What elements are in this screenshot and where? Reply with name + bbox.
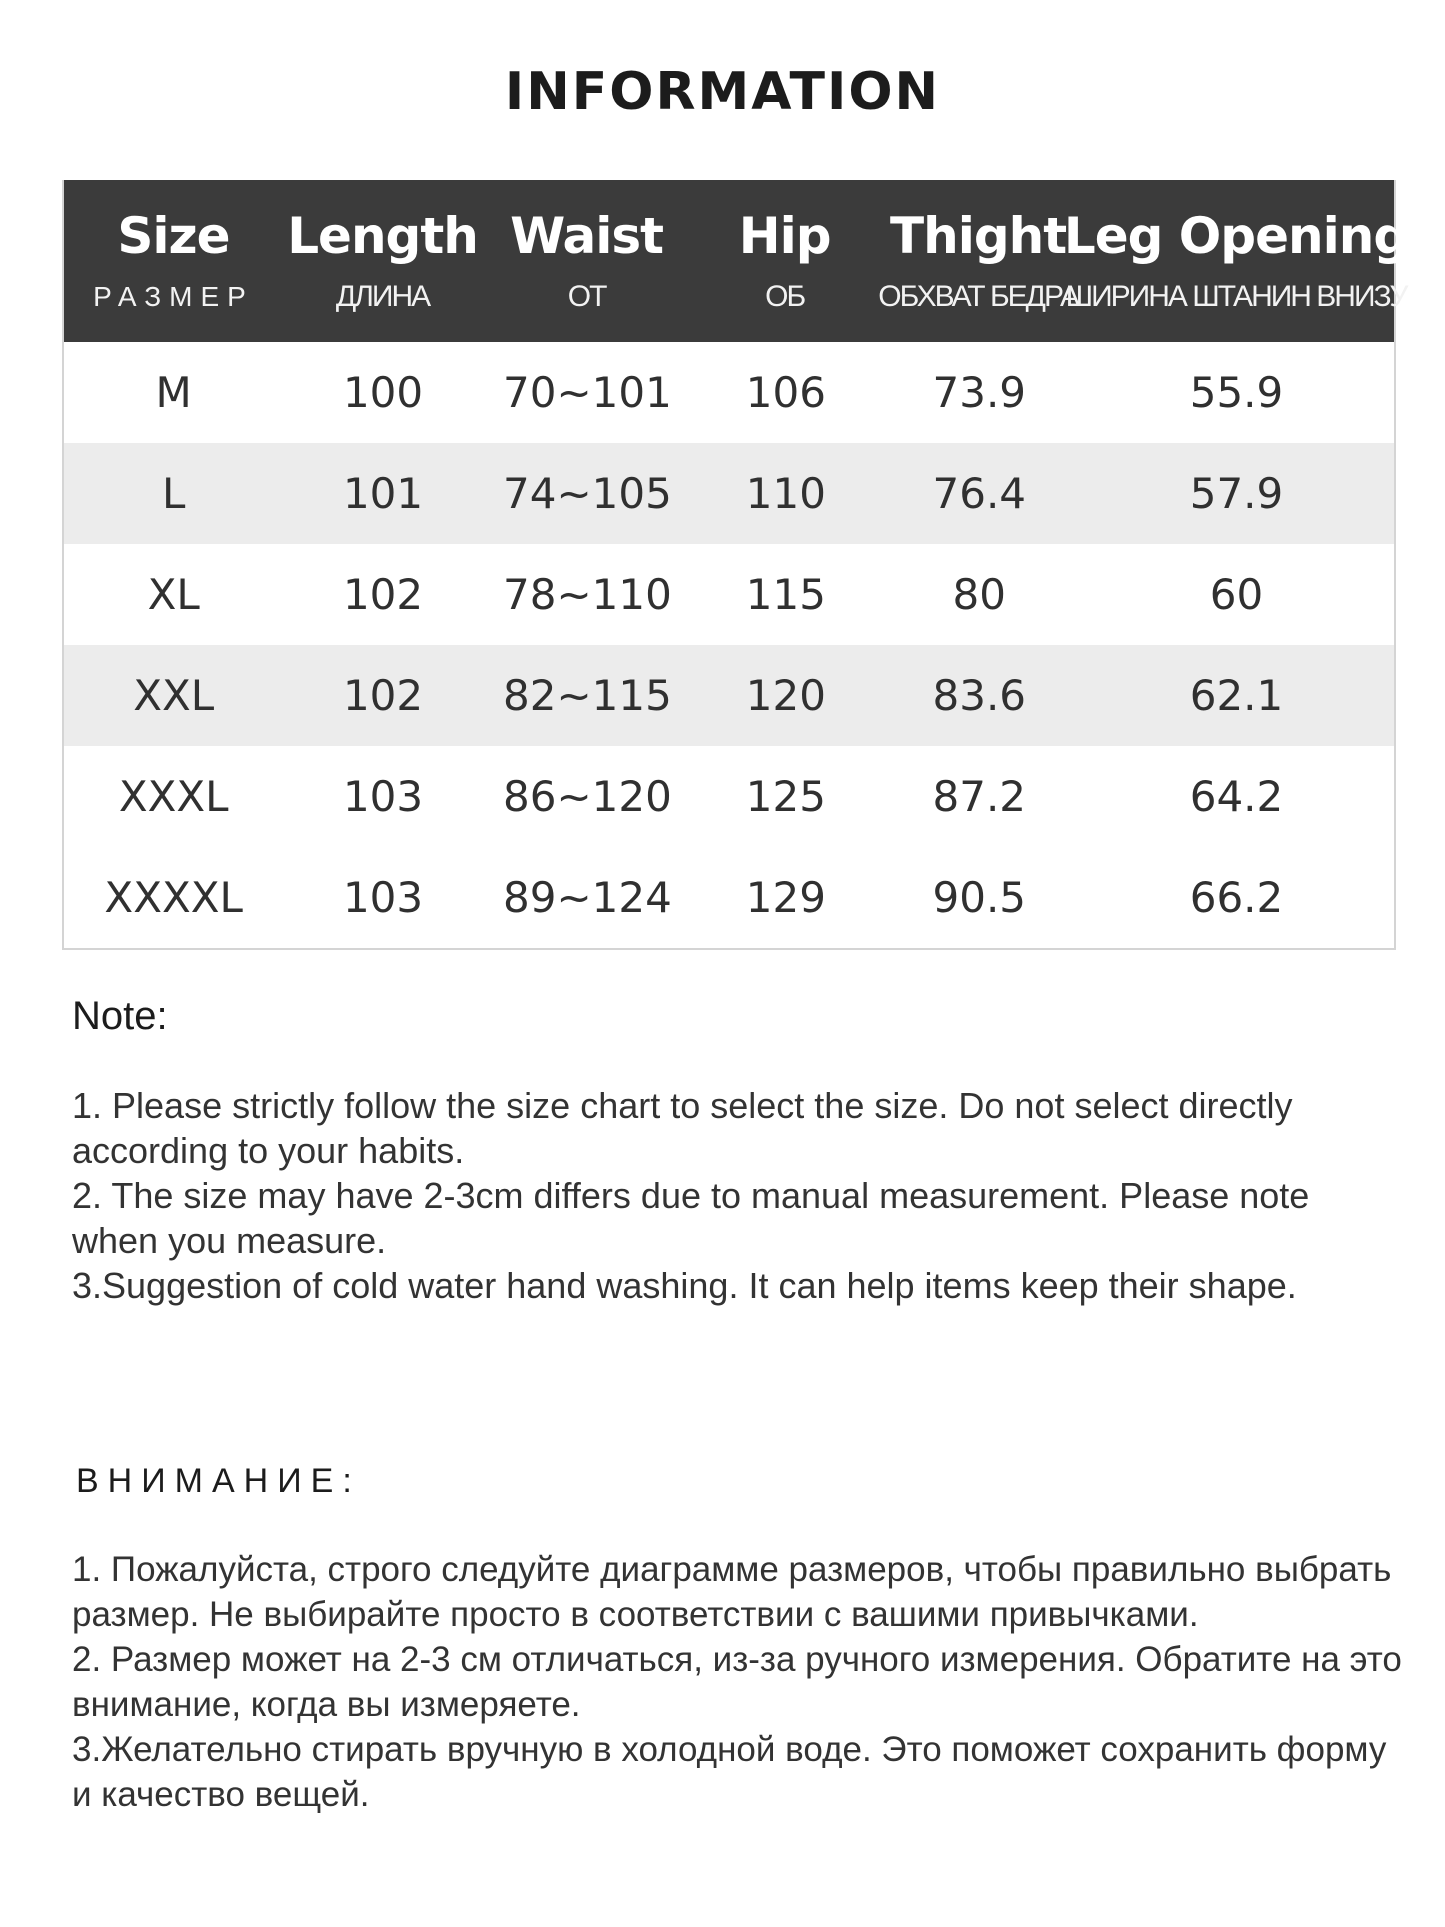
size-chart-table bbox=[62, 180, 1409, 950]
note-item: 1. Please strictly follow the size chart to select the size. Do not select directly according to your habits. bbox=[72, 1085, 1293, 1171]
column-header-label: Size bbox=[117, 207, 230, 265]
column-header-label: Hip bbox=[738, 207, 831, 265]
table-cell: XXXXL bbox=[104, 873, 243, 922]
column-header-size bbox=[64, 180, 283, 342]
column-header-thight bbox=[878, 180, 1078, 342]
table-row bbox=[64, 847, 1394, 948]
page-title: INFORMATION bbox=[504, 62, 941, 122]
note-ru-item: 1. Пожалуйста, строго следуйте диаграмме размеров, чтобы правильно выбрать размер. Не выбирайте просто в соответствии с вашими привычками. bbox=[72, 1550, 1392, 1634]
table-row bbox=[64, 645, 1394, 746]
note-ru-item: 2. Размер может на 2-3 см отличаться, из-за ручного измерения. Обратите на это внимание, когда вы измеряете. bbox=[72, 1640, 1402, 1724]
table-cell: 90.5 bbox=[932, 873, 1027, 922]
table-cell: 82~115 bbox=[503, 671, 672, 720]
column-header-waist bbox=[482, 180, 691, 342]
column-header-sublabel: ОБ bbox=[765, 280, 805, 313]
table-cell: 76.4 bbox=[932, 469, 1027, 518]
table-cell: M bbox=[155, 368, 192, 417]
table-cell: 106 bbox=[745, 368, 826, 417]
column-header-hip bbox=[691, 180, 878, 342]
table-cell: 83.6 bbox=[932, 671, 1027, 720]
column-header-label: Length bbox=[287, 207, 478, 265]
table-cell: 125 bbox=[745, 772, 826, 821]
table-cell: 102 bbox=[342, 671, 424, 720]
column-header-sublabel: ОТ bbox=[567, 280, 606, 313]
table-cell: 62.1 bbox=[1189, 671, 1284, 720]
table-cell: 80 bbox=[952, 570, 1006, 619]
table-cell: 102 bbox=[342, 570, 424, 619]
table-row bbox=[64, 443, 1394, 544]
table-cell: XL bbox=[147, 570, 200, 619]
table-cell: 87.2 bbox=[932, 772, 1027, 821]
table-cell: 64.2 bbox=[1189, 772, 1284, 821]
table-cell: 100 bbox=[342, 368, 424, 417]
column-header-label: Waist bbox=[510, 207, 664, 265]
note-ru-item: 3.Желательно стирать вручную в холодной воде. Это поможет сохранить форму и качество вещей. bbox=[72, 1730, 1387, 1814]
table-cell: 101 bbox=[342, 469, 424, 518]
table-cell: L bbox=[161, 469, 186, 518]
column-header-label: Leg Opening bbox=[1063, 207, 1409, 265]
note-item: 2. The size may have 2-3cm differs due to manual measurement. Please note when you measure. bbox=[72, 1175, 1310, 1261]
table-row bbox=[64, 544, 1394, 645]
table-cell: 74~105 bbox=[503, 469, 672, 518]
table-cell: 120 bbox=[745, 671, 826, 720]
note-heading: Note: bbox=[72, 994, 168, 1038]
table-cell: 103 bbox=[342, 873, 424, 922]
table-cell: 115 bbox=[745, 570, 826, 619]
table-cell: 78~110 bbox=[503, 570, 672, 619]
column-header-leg-opening bbox=[1063, 180, 1409, 342]
table-cell: 70~101 bbox=[503, 368, 672, 417]
table-cell: 129 bbox=[745, 873, 826, 922]
note-list bbox=[72, 1083, 1392, 1308]
column-header-sublabel: РАЗМЕР bbox=[93, 281, 254, 312]
table-cell: 60 bbox=[1209, 570, 1264, 619]
table-cell: 55.9 bbox=[1189, 368, 1284, 417]
column-header-sublabel: ДЛИНА bbox=[335, 280, 430, 313]
table-cell: 57.9 bbox=[1189, 469, 1284, 518]
note-ru-list bbox=[72, 1547, 1412, 1817]
column-header-sublabel: ОБХВАТ БЕДРА bbox=[878, 280, 1078, 313]
table-cell: XXL bbox=[133, 671, 215, 720]
column-header-sublabel: ШИРИНА ШТАНИН ВНИЗУ bbox=[1065, 280, 1407, 313]
column-header-label: Thight bbox=[890, 207, 1067, 265]
table-cell: 66.2 bbox=[1189, 873, 1284, 922]
table-cell: 110 bbox=[745, 469, 826, 518]
table-cell: XXXL bbox=[118, 772, 229, 821]
note-ru-heading: ВНИМАНИЕ: bbox=[76, 1462, 361, 1500]
table-header bbox=[64, 180, 1409, 342]
table-cell: 86~120 bbox=[503, 772, 672, 821]
table-cell: 89~124 bbox=[503, 873, 672, 922]
table-cell: 73.9 bbox=[932, 368, 1027, 417]
table-cell: 103 bbox=[342, 772, 424, 821]
note-item: 3.Suggestion of cold water hand washing. It can help items keep their shape. bbox=[72, 1265, 1297, 1306]
table-row bbox=[64, 746, 1394, 847]
column-header-length bbox=[283, 180, 482, 342]
table-row bbox=[64, 342, 1394, 443]
